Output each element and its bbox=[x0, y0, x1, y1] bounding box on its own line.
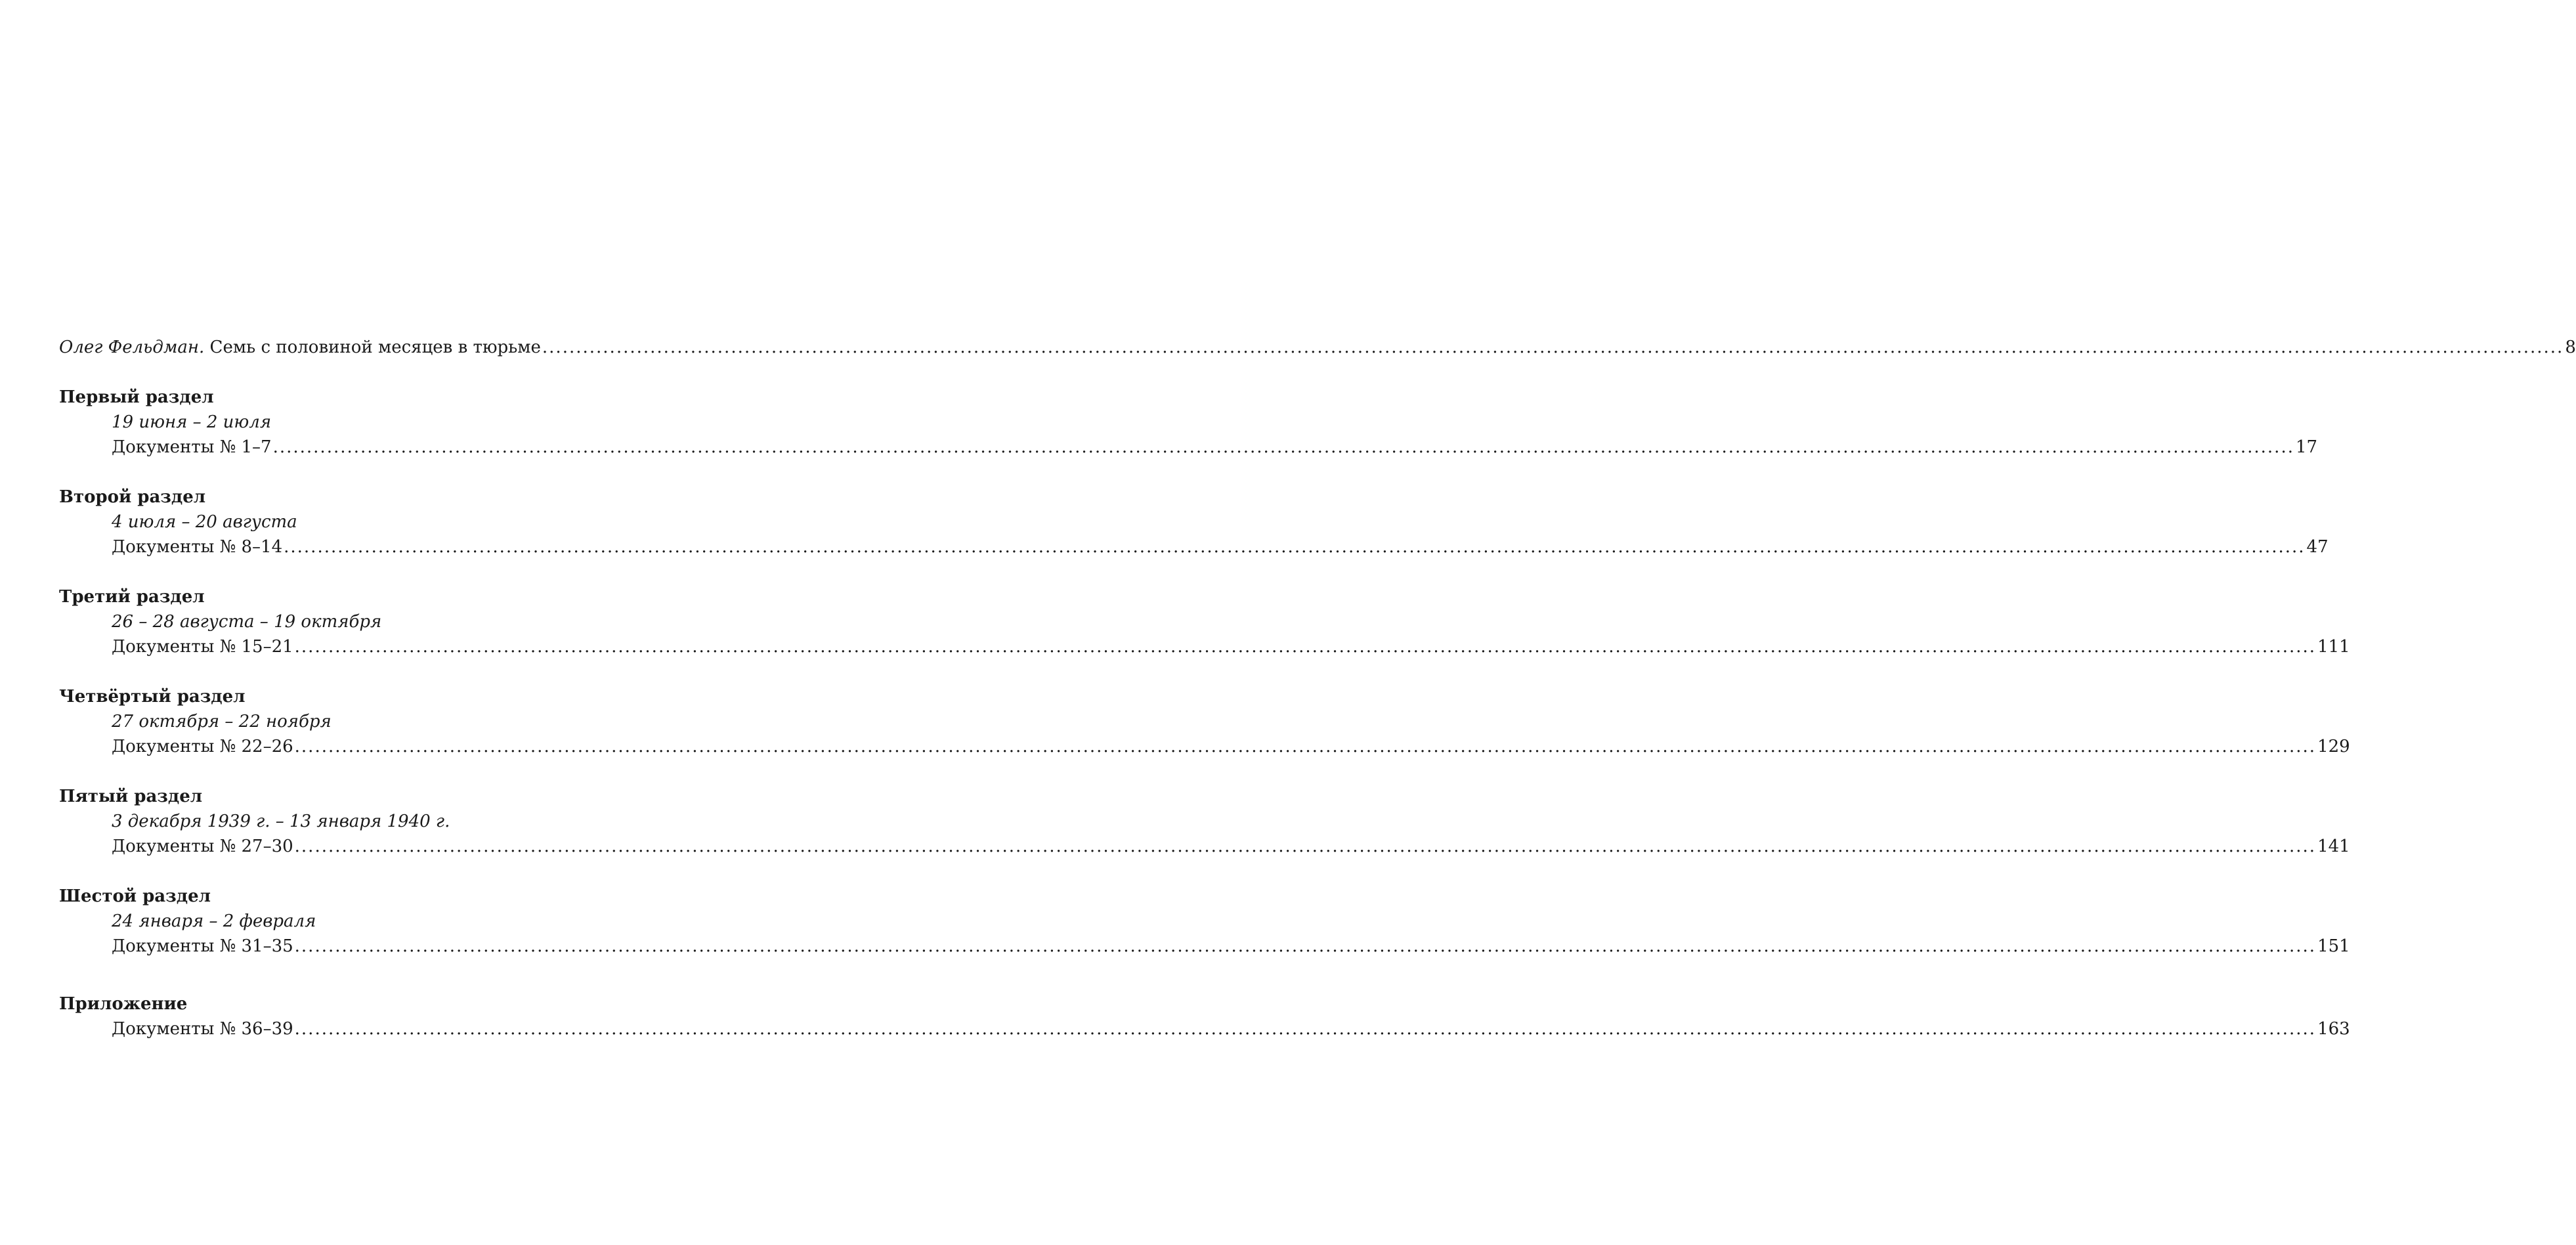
table-of-contents bbox=[59, 335, 2576, 1066]
toc-section-2 bbox=[59, 485, 2329, 559]
appendix-docs: Документы № 36–39 bbox=[112, 1019, 293, 1039]
section-heading: Первый раздел bbox=[59, 387, 214, 407]
leader-dots: ............................................................................................................................................................................................................................................................................................................ bbox=[542, 338, 2564, 357]
appendix-docs-entry bbox=[112, 1016, 2350, 1041]
appendix-heading: Приложение bbox=[59, 994, 188, 1014]
leader-dots: ............................................................................................................................................................................................................................................................................................................ bbox=[272, 437, 2294, 457]
intro-page: 8 bbox=[2565, 338, 2576, 357]
section-dates: 3 декабря 1939 г. – 13 января 1940 г. bbox=[112, 812, 450, 831]
leader-dots: ............................................................................................................................................................................................................................................................................................................ bbox=[284, 537, 2306, 557]
section-docs: Документы № 31–35 bbox=[112, 936, 293, 956]
leader-dots: ............................................................................................................................................................................................................................................................................................................ bbox=[294, 1019, 2317, 1039]
section-heading: Пятый раздел bbox=[59, 787, 203, 806]
toc-section-1 bbox=[59, 385, 2318, 460]
section-dates: 19 июня – 2 июля bbox=[112, 412, 272, 432]
section-docs-entry bbox=[112, 535, 2329, 559]
section-heading: Второй раздел bbox=[59, 487, 206, 507]
section-docs-entry bbox=[112, 435, 2318, 460]
toc-entry-intro bbox=[59, 335, 2576, 360]
section-page: 111 bbox=[2317, 637, 2350, 657]
section-heading: Четвёртый раздел bbox=[59, 687, 246, 707]
section-docs: Документы № 22–26 bbox=[112, 737, 293, 756]
leader-dots: ............................................................................................................................................................................................................................................................................................................ bbox=[294, 936, 2317, 956]
section-page: 47 bbox=[2306, 537, 2329, 557]
section-dates: 26 – 28 августа – 19 октября bbox=[112, 612, 382, 632]
section-docs-entry bbox=[112, 634, 2350, 659]
intro-title: Семь с половиной месяцев в тюрьме bbox=[209, 338, 541, 357]
section-docs: Документы № 15–21 bbox=[112, 637, 293, 657]
section-page: 129 bbox=[2317, 737, 2350, 756]
section-page: 151 bbox=[2317, 936, 2350, 956]
section-page: 17 bbox=[2295, 437, 2318, 457]
section-docs-entry bbox=[112, 834, 2350, 859]
section-docs-entry bbox=[112, 934, 2350, 959]
toc-section-5 bbox=[59, 784, 2350, 859]
section-heading: Шестой раздел bbox=[59, 886, 211, 906]
leader-dots: ............................................................................................................................................................................................................................................................................................................ bbox=[294, 637, 2317, 657]
appendix-page: 163 bbox=[2317, 1019, 2350, 1039]
section-docs: Документы № 1–7 bbox=[112, 437, 272, 457]
section-docs: Документы № 27–30 bbox=[112, 837, 293, 856]
section-dates: 27 октября – 22 ноября bbox=[112, 712, 332, 732]
toc-section-3 bbox=[59, 584, 2350, 659]
toc-section-6 bbox=[59, 884, 2350, 959]
intro-author: Олег Фельдман. bbox=[59, 338, 205, 357]
section-docs-entry bbox=[112, 734, 2350, 759]
toc-section-4 bbox=[59, 684, 2350, 759]
section-page: 141 bbox=[2317, 837, 2350, 856]
section-docs: Документы № 8–14 bbox=[112, 537, 283, 557]
section-dates: 24 января – 2 февраля bbox=[112, 911, 316, 931]
toc-appendix bbox=[59, 992, 2350, 1041]
section-heading: Третий раздел bbox=[59, 587, 205, 607]
section-dates: 4 июля – 20 августа bbox=[112, 512, 297, 532]
leader-dots: ............................................................................................................................................................................................................................................................................................................ bbox=[294, 837, 2317, 856]
leader-dots: ............................................................................................................................................................................................................................................................................................................ bbox=[294, 737, 2317, 756]
